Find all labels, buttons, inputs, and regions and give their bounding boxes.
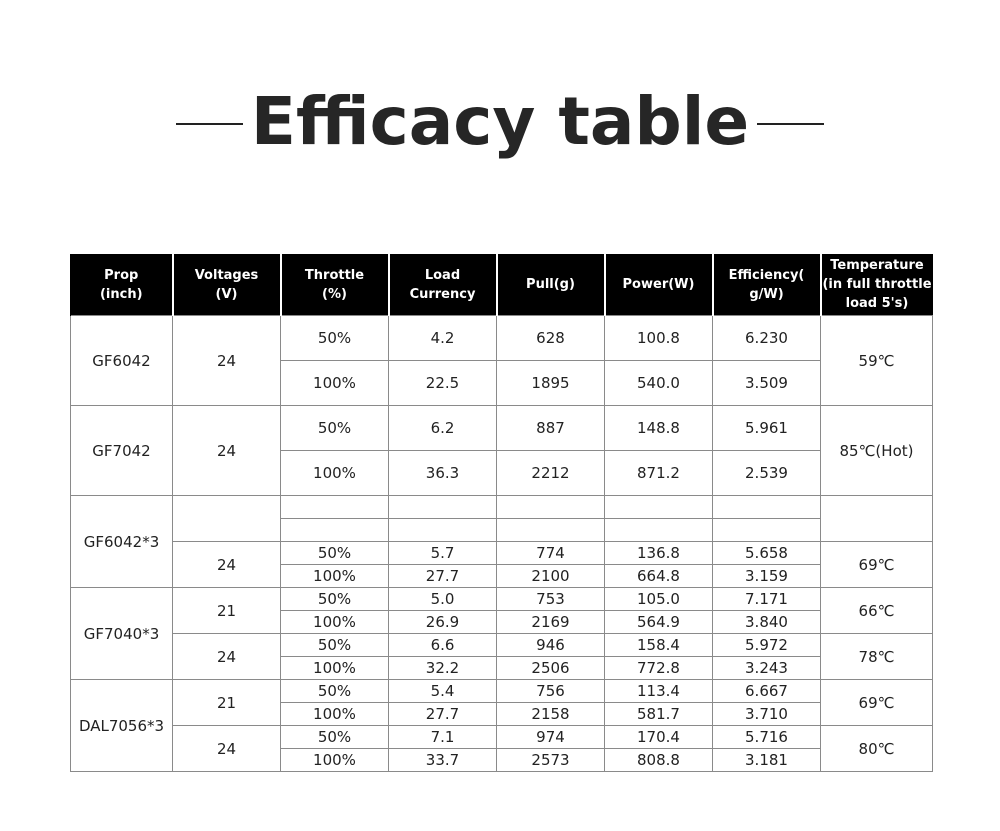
prop-cell: GF7040*3 xyxy=(71,588,173,680)
current-cell: 33.7 xyxy=(389,749,497,772)
throttle-cell: 50% xyxy=(281,680,389,703)
power-cell: 664.8 xyxy=(605,565,713,588)
throttle-cell: 100% xyxy=(281,611,389,634)
table-row xyxy=(71,406,933,451)
power-cell: 871.2 xyxy=(605,451,713,496)
efficiency-cell: 6.230 xyxy=(713,316,821,361)
efficiency-cell: 3.509 xyxy=(713,361,821,406)
throttle-cell: 50% xyxy=(281,588,389,611)
header-pull: Pull(g) xyxy=(497,254,605,316)
header-power: Power(W) xyxy=(605,254,713,316)
pull-cell: 2506 xyxy=(497,657,605,680)
current-cell: 22.5 xyxy=(389,361,497,406)
voltage-cell xyxy=(173,496,281,542)
voltage-cell: 24 xyxy=(173,726,281,772)
power-cell: 148.8 xyxy=(605,406,713,451)
temperature-cell xyxy=(821,496,933,542)
current-cell xyxy=(389,496,497,519)
power-cell: 170.4 xyxy=(605,726,713,749)
pull-cell: 2573 xyxy=(497,749,605,772)
efficacy-table xyxy=(70,254,933,772)
current-cell: 6.6 xyxy=(389,634,497,657)
current-cell: 6.2 xyxy=(389,406,497,451)
power-cell: 808.8 xyxy=(605,749,713,772)
throttle-cell: 50% xyxy=(281,634,389,657)
pull-cell: 2169 xyxy=(497,611,605,634)
efficiency-cell: 7.171 xyxy=(713,588,821,611)
temperature-cell: 85℃(Hot) xyxy=(821,406,933,496)
temperature-cell: 78℃ xyxy=(821,634,933,680)
prop-cell: DAL7056*3 xyxy=(71,680,173,772)
temperature-cell: 80℃ xyxy=(821,726,933,772)
table-row xyxy=(71,542,933,565)
efficiency-cell: 3.159 xyxy=(713,565,821,588)
efficiency-cell: 3.710 xyxy=(713,703,821,726)
pull-cell: 628 xyxy=(497,316,605,361)
table-row xyxy=(71,496,933,519)
pull-cell: 946 xyxy=(497,634,605,657)
power-cell: 158.4 xyxy=(605,634,713,657)
current-cell: 5.4 xyxy=(389,680,497,703)
temperature-cell: 66℃ xyxy=(821,588,933,634)
power-cell: 564.9 xyxy=(605,611,713,634)
power-cell: 772.8 xyxy=(605,657,713,680)
current-cell: 4.2 xyxy=(389,316,497,361)
page-title: Efficacy table xyxy=(250,83,750,160)
efficiency-cell xyxy=(713,519,821,542)
prop-cell: GF6042 xyxy=(71,316,173,406)
current-cell: 5.0 xyxy=(389,588,497,611)
current-cell: 27.7 xyxy=(389,703,497,726)
throttle-cell: 50% xyxy=(281,542,389,565)
power-cell: 581.7 xyxy=(605,703,713,726)
efficiency-cell: 3.181 xyxy=(713,749,821,772)
efficiency-cell: 5.658 xyxy=(713,542,821,565)
pull-cell: 756 xyxy=(497,680,605,703)
current-cell: 7.1 xyxy=(389,726,497,749)
power-cell: 105.0 xyxy=(605,588,713,611)
current-cell: 27.7 xyxy=(389,565,497,588)
pull-cell: 2100 xyxy=(497,565,605,588)
throttle-cell: 50% xyxy=(281,726,389,749)
power-cell xyxy=(605,519,713,542)
current-cell: 32.2 xyxy=(389,657,497,680)
efficiency-cell: 3.840 xyxy=(713,611,821,634)
header-efficiency: Efficiency( g/W) xyxy=(713,254,821,316)
temperature-cell: 69℃ xyxy=(821,680,933,726)
throttle-cell: 50% xyxy=(281,406,389,451)
efficiency-cell xyxy=(713,496,821,519)
voltage-cell: 24 xyxy=(173,634,281,680)
efficiency-cell: 5.961 xyxy=(713,406,821,451)
efficiency-cell: 5.972 xyxy=(713,634,821,657)
voltage-cell: 24 xyxy=(173,406,281,496)
pull-cell: 887 xyxy=(497,406,605,451)
voltage-cell: 24 xyxy=(173,542,281,588)
power-cell: 136.8 xyxy=(605,542,713,565)
throttle-cell: 50% xyxy=(281,316,389,361)
efficiency-cell: 2.539 xyxy=(713,451,821,496)
throttle-cell: 100% xyxy=(281,565,389,588)
prop-cell: GF7042 xyxy=(71,406,173,496)
header-throttle: Throttle (%) xyxy=(281,254,389,316)
voltage-cell: 21 xyxy=(173,588,281,634)
header-temperature: Temperature (in full throttle load 5's) xyxy=(821,254,933,316)
current-cell xyxy=(389,519,497,542)
table-row xyxy=(71,680,933,703)
current-cell: 36.3 xyxy=(389,451,497,496)
voltage-cell: 21 xyxy=(173,680,281,726)
throttle-cell: 100% xyxy=(281,361,389,406)
efficiency-cell: 3.243 xyxy=(713,657,821,680)
pull-cell: 974 xyxy=(497,726,605,749)
throttle-cell: 100% xyxy=(281,451,389,496)
pull-cell: 2158 xyxy=(497,703,605,726)
throttle-cell xyxy=(281,519,389,542)
header-voltages: Voltages (V) xyxy=(173,254,281,316)
pull-cell: 2212 xyxy=(497,451,605,496)
power-cell xyxy=(605,496,713,519)
voltage-cell: 24 xyxy=(173,316,281,406)
throttle-cell: 100% xyxy=(281,703,389,726)
temperature-cell: 69℃ xyxy=(821,542,933,588)
title-divider-right xyxy=(757,123,824,125)
throttle-cell: 100% xyxy=(281,657,389,680)
throttle-cell: 100% xyxy=(281,749,389,772)
prop-cell: GF6042*3 xyxy=(71,496,173,588)
temperature-cell: 59℃ xyxy=(821,316,933,406)
header-load-currency: Load Currency xyxy=(389,254,497,316)
pull-cell: 753 xyxy=(497,588,605,611)
header-row xyxy=(71,254,933,316)
table-row xyxy=(71,634,933,657)
current-cell: 5.7 xyxy=(389,542,497,565)
power-cell: 540.0 xyxy=(605,361,713,406)
table-row xyxy=(71,316,933,361)
current-cell: 26.9 xyxy=(389,611,497,634)
table-row xyxy=(71,588,933,611)
power-cell: 113.4 xyxy=(605,680,713,703)
pull-cell: 1895 xyxy=(497,361,605,406)
pull-cell xyxy=(497,496,605,519)
efficiency-cell: 5.716 xyxy=(713,726,821,749)
throttle-cell xyxy=(281,496,389,519)
pull-cell: 774 xyxy=(497,542,605,565)
pull-cell xyxy=(497,519,605,542)
power-cell: 100.8 xyxy=(605,316,713,361)
efficiency-cell: 6.667 xyxy=(713,680,821,703)
header-prop: Prop (inch) xyxy=(71,254,173,316)
table-row xyxy=(71,726,933,749)
